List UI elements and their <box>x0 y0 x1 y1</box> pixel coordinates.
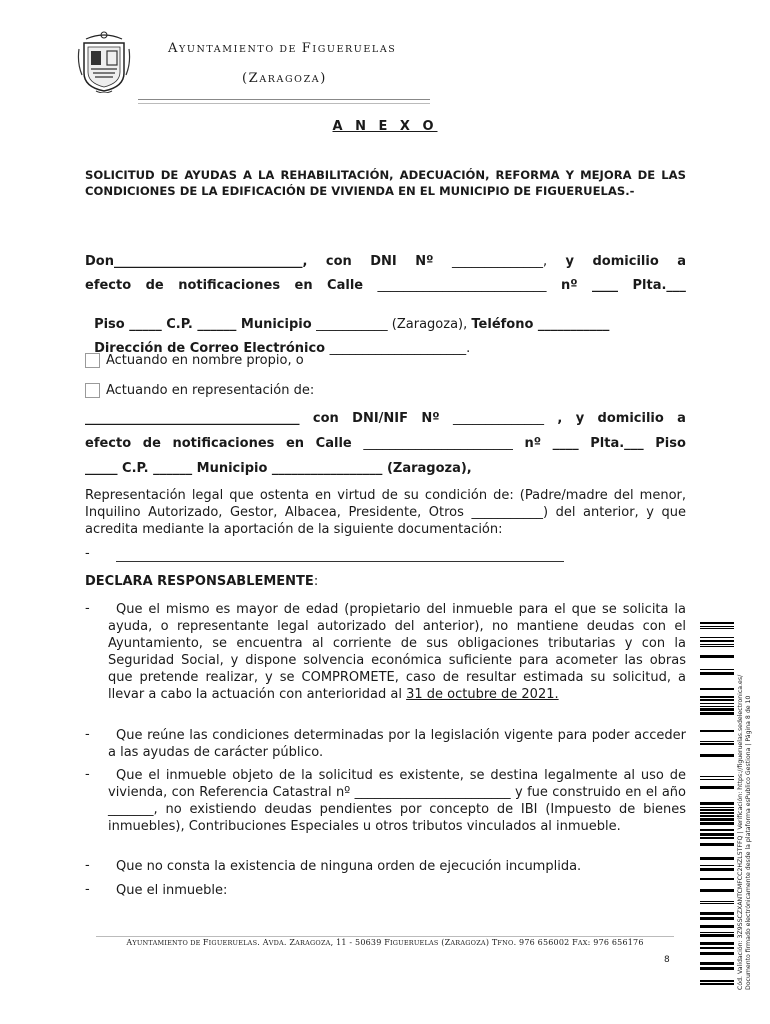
document-title: SOLICITUD DE AYUDAS A LA REHABILITACIÓN, ADECUACIÓN, REFORMA Y MEJORA DE LAS CONDICIONES DE LA EDIFICACIÓN DE VIVIENDA EN EL MUNICIPIO DE FIGUERUELAS.- <box>85 168 686 198</box>
r1-word: a <box>677 411 686 426</box>
own-name-label: Actuando en nombre propio, o <box>106 353 304 368</box>
email-label: Dirección de Correo Electrónico <box>94 341 330 356</box>
hdr1-segment: YUNTAMIENTO DE <box>179 44 302 55</box>
item-2-dash: - <box>85 727 90 742</box>
r2-word: Calle <box>315 436 352 451</box>
l2-word: notificaciones <box>178 278 281 293</box>
foot-segment: ARAGOZA <box>295 939 331 947</box>
l1-word: y <box>565 254 575 269</box>
r1-word: DNI/NIF <box>352 411 409 426</box>
document-dash: - <box>85 546 90 561</box>
hdr1-segment: A <box>168 41 179 56</box>
r1-word: domicilio <box>597 411 664 426</box>
page-number: 8 <box>664 955 670 965</box>
hdr1-segment: IGUERUELAS <box>312 44 397 55</box>
foot-segment: : 976 656176 <box>587 938 644 947</box>
declaration-heading-text: DECLARA RESPONSABLEMENTE <box>85 574 314 589</box>
declaration-item-5: Que el inmueble: <box>116 883 228 898</box>
r2-word: nº <box>524 436 542 451</box>
l1-word: DNI <box>370 254 397 269</box>
r1-word: Nº <box>421 411 440 426</box>
declaration-item-1 <box>108 601 686 703</box>
r1-word: y <box>575 411 585 426</box>
declaration-colon: : <box>313 574 319 589</box>
foot-segment: ARAGOZA <box>450 939 486 947</box>
foot-segment: IGUERUELAS <box>208 939 258 947</box>
representation-label: Actuando en representación de: <box>106 383 315 398</box>
r1-word: _________________________________ <box>85 411 300 426</box>
hdr2-segment: ARAGOZA <box>259 74 321 85</box>
r1-word: con <box>312 411 339 426</box>
item-3-dash: - <box>85 767 90 782</box>
own-name-option[interactable] <box>85 353 304 368</box>
l1-word: Don_____________________________, <box>85 254 308 269</box>
document-blank-line <box>116 561 564 562</box>
header-rule <box>138 99 430 100</box>
declaration-item-2: Que reúne las condiciones determinadas por la legislación vigente para poder acceder a las ayudas de carácter público. <box>108 728 686 760</box>
header-rule-secondary <box>138 103 430 104</box>
r2-word: notificaciones <box>172 436 275 451</box>
province-name <box>242 70 327 86</box>
footer-rule <box>96 936 674 937</box>
l1-word: a <box>677 254 686 269</box>
l1-word: Nº <box>415 254 434 269</box>
l2-word: ____ <box>592 278 619 293</box>
l1-word: domicilio <box>592 254 659 269</box>
represented-line-2 <box>85 436 686 451</box>
deadline-date: 31 de octubre de 2021. <box>406 687 559 702</box>
piso-cp-municipio-label: Piso _____ C.P. ______ Municipio <box>94 317 317 332</box>
item-5-dash: - <box>85 882 90 897</box>
foot-segment: A <box>126 938 133 947</box>
represented-line-3: _____ C.P. ______ Municipio _________________ (Zaragoza), <box>85 461 472 476</box>
foot-segment: AX <box>577 939 588 947</box>
r1-word: , <box>557 411 563 426</box>
l2-word: de <box>145 278 164 293</box>
foot-segment: (Z <box>438 938 451 947</box>
l2-word: nº <box>561 278 578 293</box>
l2-word: Calle <box>327 278 364 293</box>
verification-barcode <box>700 622 734 994</box>
municipality-name <box>168 40 396 56</box>
hdr2-segment: ) <box>320 71 327 86</box>
own-name-checkbox[interactable] <box>85 353 100 368</box>
foot-segment: IGUERUELAS <box>389 939 439 947</box>
r2-word: efecto <box>85 436 132 451</box>
hdr2-segment: (Z <box>242 71 260 86</box>
declaration-heading <box>85 574 318 589</box>
foot-segment: YUNTAMIENTO DE <box>132 939 203 947</box>
r2-word: en <box>285 436 305 451</box>
l1-word: ______________, <box>451 254 548 269</box>
l1-word: con <box>325 254 352 269</box>
declaration-item-1-text: Que el mismo es mayor de edad (propietario del inmueble para el que se solicita la ayuda, o representante legal autorizado del anterior), no mantiene deudas con el Ayuntamiento, se encuentra al corriente de sus obligaciones tributarias y con la Seguridad Social, y dispone solvencia económica suficiente para acometer las obras que pretende realizar, y se COMPROMETE, caso de resultar estimada su solicitud, a llevar a cabo la actuación con anterioridad al <box>108 602 686 702</box>
verification-code-text: Cód. Validación: 3Z9SSCZXANTCMFCC2HZL5TFFQ | Verificación: https://figueruelas.sedelectronica.es/ <box>737 674 744 990</box>
municipal-crest-logo <box>76 29 132 93</box>
representation-option[interactable] <box>85 383 314 398</box>
r2-word: Piso <box>655 436 686 451</box>
signature-platform-text: Documento firmado electrónicamente desde la plataforma esPublico Gestiona | Página 8 de 10 <box>745 695 752 990</box>
r2-word: ____ <box>552 436 579 451</box>
l2-word: efecto <box>85 278 132 293</box>
hdr1-segment: F <box>301 41 313 56</box>
foot-segment: VDA <box>268 939 284 947</box>
foot-segment: . 976 656002 F <box>513 938 578 947</box>
l2-word: __________________________ <box>377 278 547 293</box>
foot-segment: F <box>202 938 209 947</box>
l2-word: Plta.___ <box>632 278 686 293</box>
represented-line-1 <box>85 411 686 426</box>
email-field: _____________________. <box>329 341 471 356</box>
item-1-dash: - <box>85 601 90 616</box>
item-4-dash: - <box>85 858 90 873</box>
representation-checkbox[interactable] <box>85 383 100 398</box>
municipio-field: ___________ (Zaragoza), <box>316 317 472 332</box>
r2-word: de <box>142 436 161 451</box>
l2-word: en <box>294 278 313 293</box>
applicant-line-4 <box>85 326 686 356</box>
foot-segment: FNO <box>497 939 514 947</box>
declaration-item-3: Que el inmueble objeto de la solicitud es existente, se destina legalmente al uso de vivienda, con Referencia Catastral nº ________________________ y fue construido en el año _______, no existiendo deudas pendientes por concepto de IBI (Impuesto de bienes inmuebles), Contribuciones Especiales u otros tributos vinculados al inmueble. <box>108 768 686 834</box>
applicant-line-1 <box>85 254 686 269</box>
footer-address <box>0 938 770 947</box>
declaration-item-4: Que no consta la existencia de ninguna orden de ejecución incumplida. <box>116 859 582 874</box>
telefono-field: Teléfono ___________ <box>471 317 610 332</box>
annex-heading: A N E X O <box>332 119 438 134</box>
r2-word: _______________________ <box>363 436 513 451</box>
r1-word: ______________ <box>452 411 544 426</box>
foot-segment: , 11 - 50639 F <box>330 938 390 947</box>
representation-paragraph: Representación legal que ostenta en virtud de su condición de: (Padre/madre del menor, Inquilino Autorizado, Gestor, Albacea, Presidente, Otros ___________) del anterior, y que acredita mediante la aportación de la siguiente documentación: <box>85 488 686 537</box>
r2-word: Plta.___ <box>590 436 644 451</box>
applicant-line-2 <box>85 278 686 293</box>
foot-segment: . Z <box>283 938 296 947</box>
foot-segment: . A <box>257 938 269 947</box>
foot-segment: ) T <box>485 938 498 947</box>
